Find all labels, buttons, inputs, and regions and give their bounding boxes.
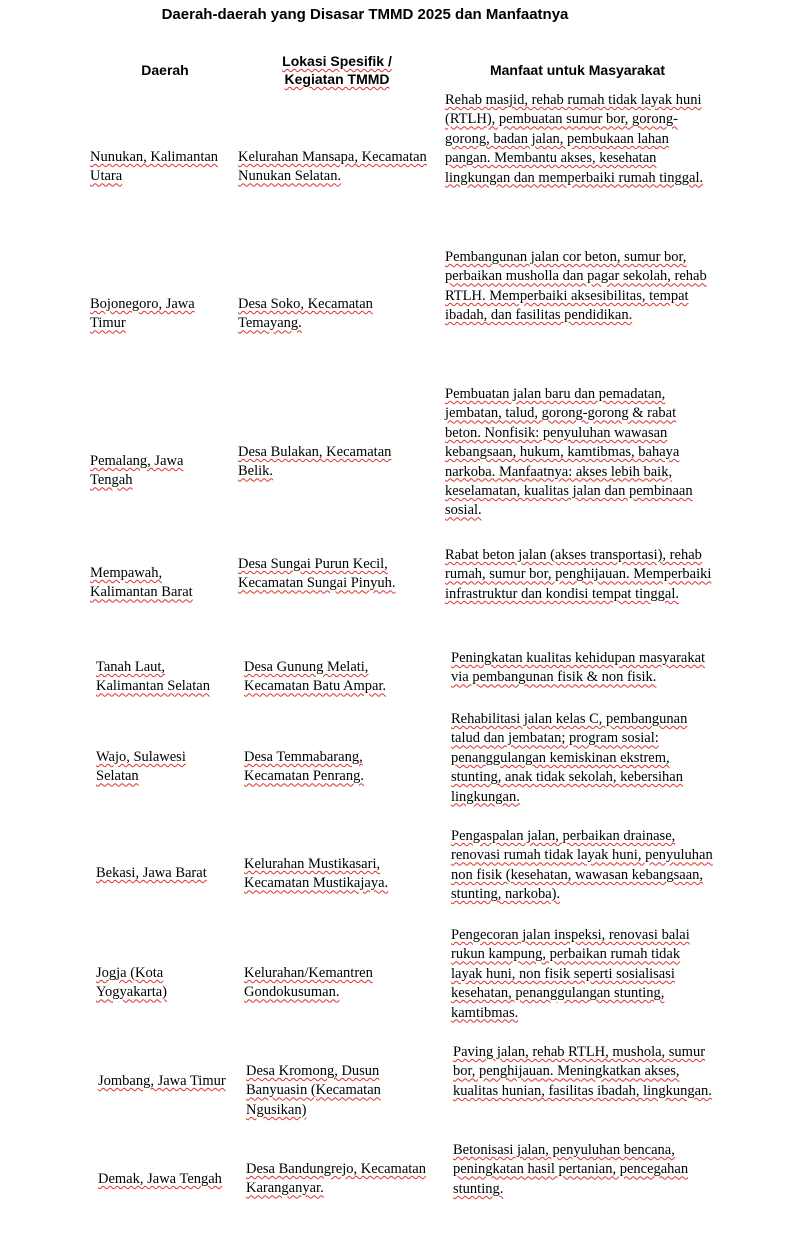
row-5-manfaat: Peningkatan kualitas kehidupan masyarakat via pembangunan fisik & non fisik. bbox=[451, 650, 706, 686]
row-7-lokasi: Kelurahan Mustikasari, Kecamatan Mustikajaya. bbox=[244, 856, 389, 892]
row-6-lokasi: Desa Temmabarang, Kecamatan Penrang. bbox=[244, 749, 364, 785]
row-10-daerah: Demak, Jawa Tengah bbox=[98, 1171, 222, 1187]
row-10-lokasi: Desa Bandungrejo, Kecamatan Karanganyar. bbox=[246, 1161, 426, 1197]
row-1-daerah: Nunukan, Kalimantan Utara bbox=[90, 149, 219, 185]
row-1-lokasi: Kelurahan Mansapa, Kecamatan Nunukan Selatan. bbox=[238, 149, 427, 185]
row-3-lokasi: Desa Bulakan, Kecamatan Belik. bbox=[238, 444, 392, 480]
row-1-manfaat: Rehab masjid, rehab rumah tidak layak huni (RTLH), pembuatan sumur bor, gorong-gorong, badan jalan, pembukaan lahan pangan. Membantu akses, kesehatan lingkungan dan memperbaiki rumah tinggal. bbox=[445, 92, 704, 186]
row-7-manfaat: Pengaspalan jalan, perbaikan drainase, renovasi rumah tidak layak huni, penyuluhan non fisik (kesehatan, wawasan kebangsaan, stunting, narkoba). bbox=[451, 828, 713, 903]
row-5-daerah: Tanah Laut, Kalimantan Selatan bbox=[96, 659, 210, 695]
header-manfaat: Manfaat untuk Masyarakat bbox=[489, 62, 666, 78]
row-8-manfaat: Pengecoran jalan inspeksi, renovasi balai rukun kampung, perbaikan rumah tidak layak huni, non fisik seperti sosialisasi kesehatan, penanggulangan stunting, kamtibmas. bbox=[451, 927, 690, 1021]
row-3-manfaat: Pembuatan jalan baru dan pemadatan, jembatan, talud, gorong-gorong & rabat beton. Nonfisik: penyuluhan wawasan kebangsaan, hukum, kamtibmas, bahaya narkoba. Manfaatnya: akses lebih baik, keselamatan, kualitas jalan dan pembinaan sosial. bbox=[445, 386, 693, 519]
row-6-manfaat: Rehabilitasi jalan kelas C, pembangunan talud dan jembatan; program sosial: penanggulangan kemiskinan ekstrem, stunting, anak tidak sekolah, kebersihan lingkungan. bbox=[451, 711, 688, 805]
row-6-daerah: Wajo, Sulawesi Selatan bbox=[96, 749, 186, 785]
row-4-manfaat: Rabat beton jalan (akses transportasi), rehab rumah, sumur bor, penghijauan. Memperbaiki infrastruktur dan kondisi tempat tinggal. bbox=[445, 547, 712, 602]
row-9-lokasi: Desa Kromong, Dusun Banyuasin (Kecamatan Ngusikan) bbox=[246, 1063, 381, 1118]
header-lokasi: Lokasi Spesifik / Kegiatan TMMD bbox=[282, 53, 392, 87]
row-4-daerah: Mempawah, Kalimantan Barat bbox=[90, 565, 193, 601]
row-8-daerah: Jogja (Kota Yogyakarta) bbox=[96, 965, 168, 1001]
row-2-lokasi: Desa Soko, Kecamatan Temayang. bbox=[238, 296, 373, 332]
row-5-lokasi: Desa Gunung Melati, Kecamatan Batu Ampar. bbox=[244, 659, 387, 695]
page-title: Daerah-daerah yang Disasar TMMD 2025 dan Manfaatnya bbox=[161, 6, 569, 23]
row-4-lokasi: Desa Sungai Purun Kecil, Kecamatan Sungai Pinyuh. bbox=[238, 556, 396, 592]
row-9-manfaat: Paving jalan, rehab RTLH, mushola, sumur bor, penghijauan. Meningkatkan akses, kualitas hunian, fasilitas ibadah, lingkungan. bbox=[453, 1044, 712, 1099]
row-9-daerah: Jombang, Jawa Timur bbox=[98, 1073, 226, 1089]
row-7-daerah: Bekasi, Jawa Barat bbox=[96, 865, 207, 881]
row-10-manfaat: Betonisasi jalan, penyuluhan bencana, peningkatan hasil pertanian, pencegahan stunting. bbox=[453, 1142, 689, 1197]
row-2-manfaat: Pembangunan jalan cor beton, sumur bor, perbaikan musholla dan pagar sekolah, rehab RTLH. Memperbaiki aksesibilitas, tempat ibadah, dan fasilitas pendidikan. bbox=[445, 249, 707, 324]
header-daerah: Daerah bbox=[141, 62, 189, 78]
row-2-daerah: Bojonegoro, Jawa Timur bbox=[90, 296, 195, 332]
row-3-daerah: Pemalang, Jawa Tengah bbox=[90, 453, 184, 489]
row-8-lokasi: Kelurahan/Kemantren Gondokusuman. bbox=[244, 965, 373, 1001]
